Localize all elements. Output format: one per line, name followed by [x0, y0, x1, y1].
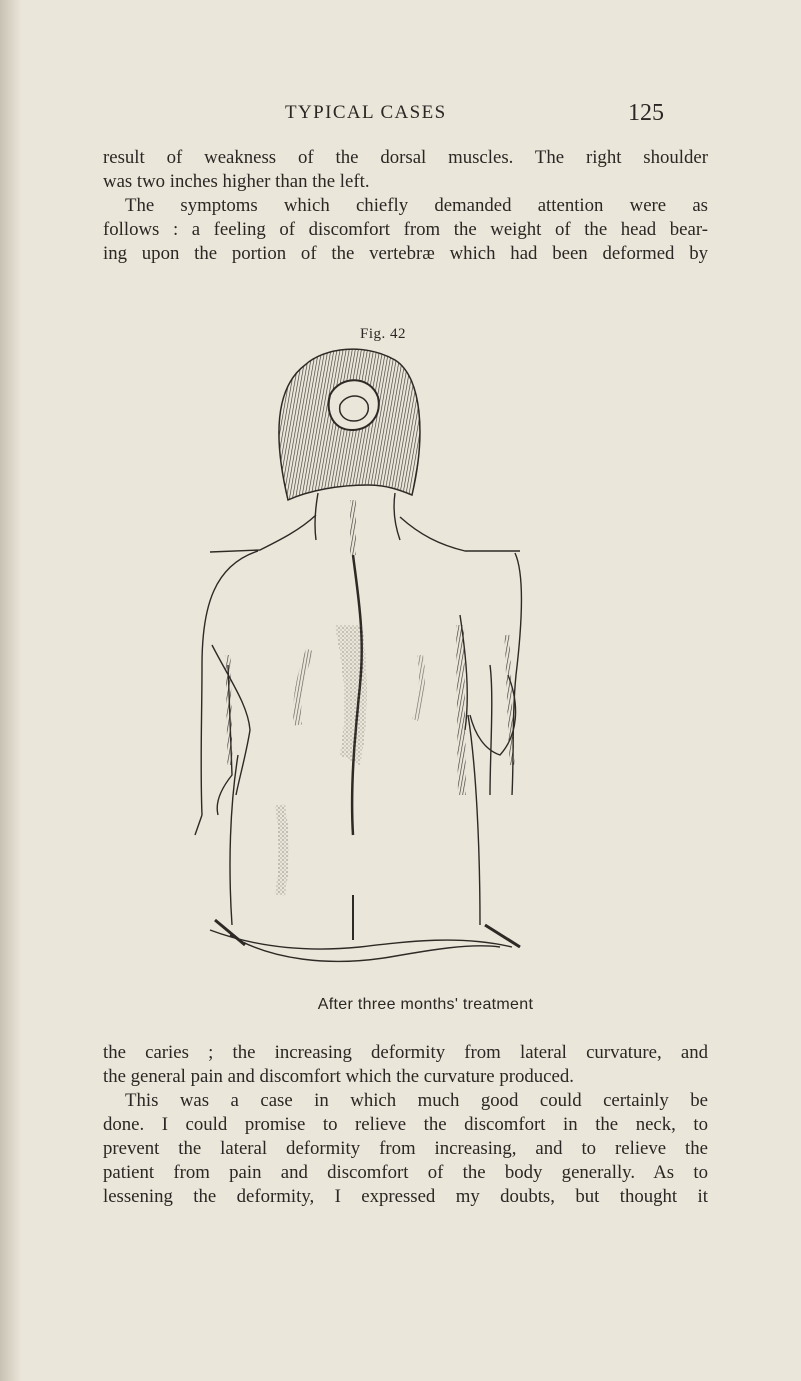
text-line: patient from pain and discomfort of the body generally. As to [103, 1162, 708, 1183]
head-hair [279, 349, 420, 500]
text-line: This was a case in which much good could certainly be [125, 1090, 708, 1111]
text-line: follows : a feeling of discomfort from the weight of the head bear- [103, 219, 708, 240]
bottom-paragraphs [103, 1041, 708, 1209]
top-paragraphs [103, 146, 708, 266]
text-line: the caries ; the increasing deformity from lateral curvature, and [103, 1042, 708, 1063]
page-number: 125 [628, 100, 664, 126]
hips-base [210, 895, 520, 961]
text-line: result of weakness of the dorsal muscles. The right shoulder [103, 147, 708, 168]
running-head: TYPICAL CASES [285, 102, 447, 123]
text-line: prevent the lateral deformity from increasing, and to relieve the [103, 1138, 708, 1159]
text-line: lessening the deformity, I expressed my doubts, but thought it [103, 1186, 708, 1207]
figure-label: Fig. 42 [360, 326, 407, 342]
page-header [0, 102, 801, 132]
text-line: ing upon the portion of the vertebræ which had been deformed by [103, 243, 708, 264]
text-line: the general pain and discomfort which the curvature produced. [103, 1066, 574, 1087]
neck [315, 493, 400, 555]
text-line: was two inches higher than the left. [103, 171, 370, 192]
figure-caption: After three months' treatment [317, 996, 534, 1013]
gutter-shadow [0, 0, 22, 1381]
text-line: done. I could promise to relieve the discomfort in the neck, to [103, 1114, 708, 1135]
figure-illustration [190, 335, 530, 980]
text-line: The symptoms which chiefly demanded attention were as [125, 195, 708, 216]
